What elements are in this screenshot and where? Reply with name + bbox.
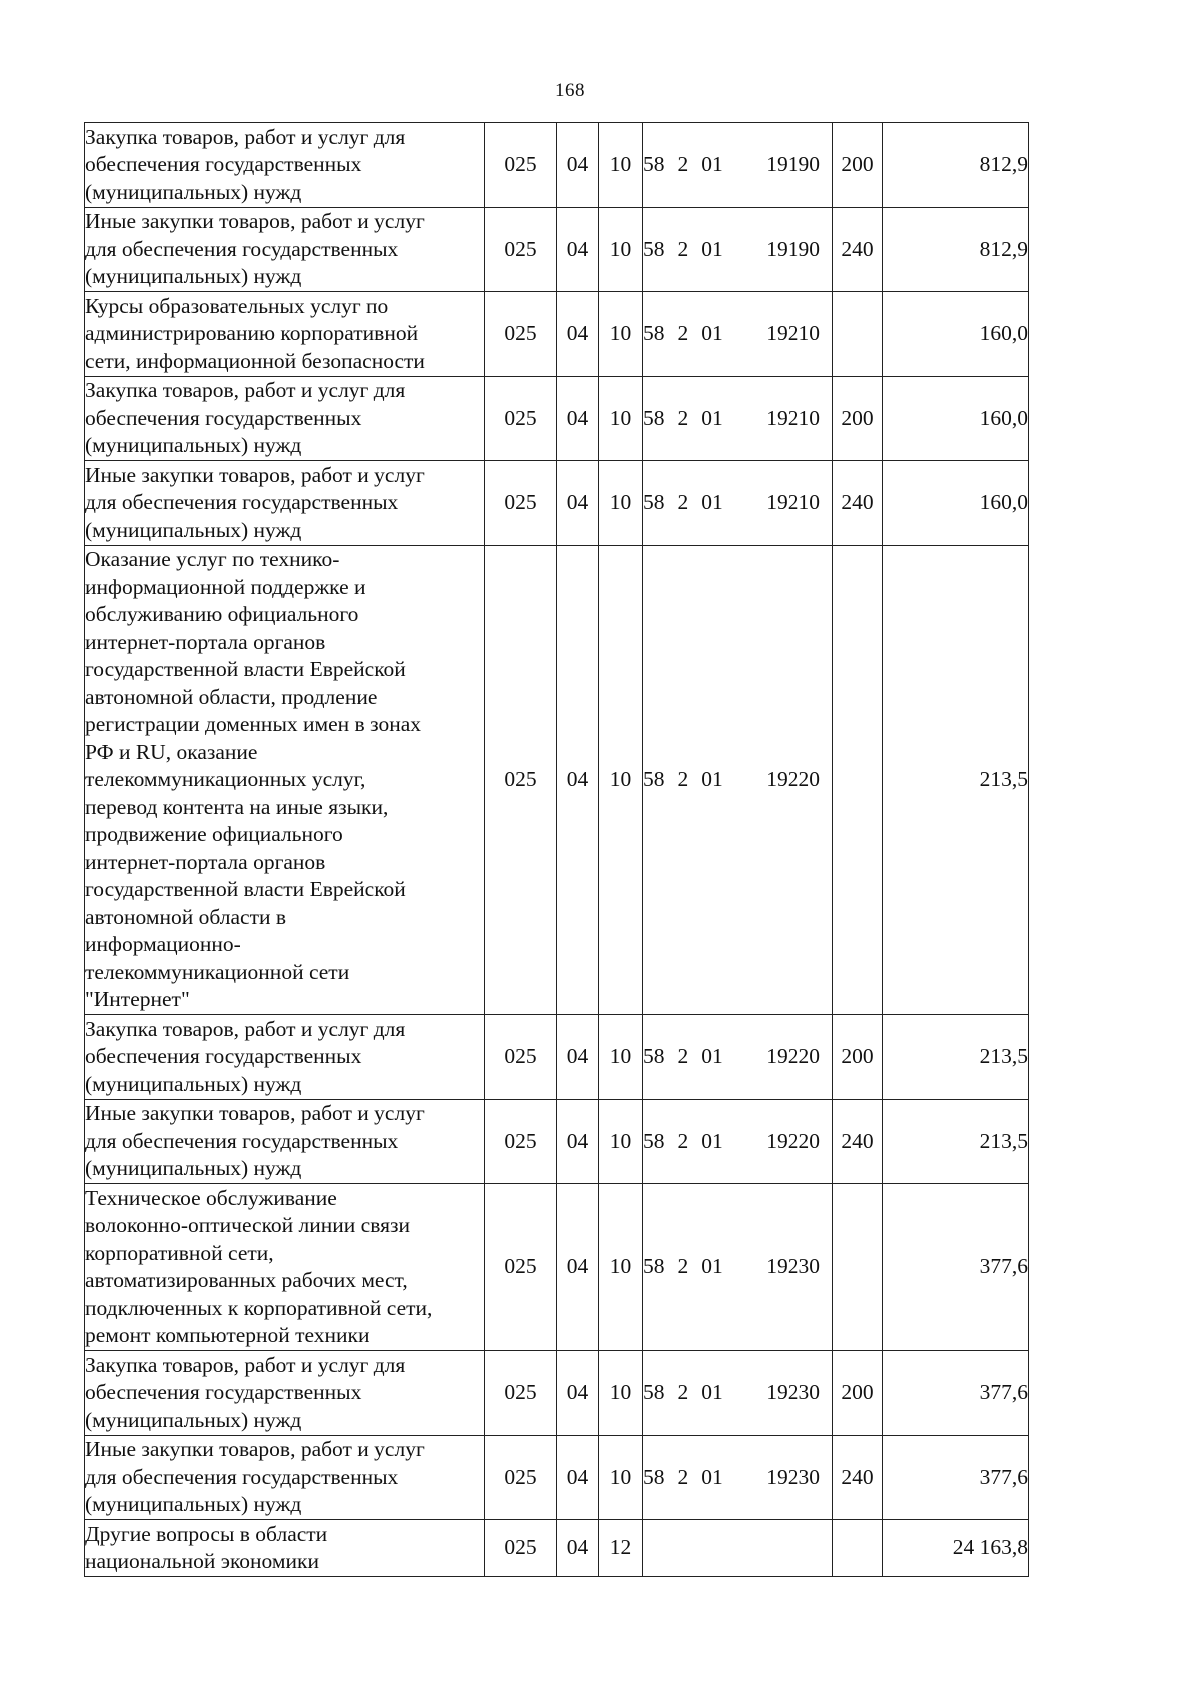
target-article-part: 2 — [677, 321, 689, 345]
section-code-cell: 04 — [557, 1435, 599, 1520]
target-article-part: 58 — [643, 1464, 665, 1489]
target-article-code — [643, 489, 832, 517]
section-code-cell: 04 — [557, 123, 599, 208]
target-article-cell — [643, 292, 833, 377]
target-article-part: 2 — [677, 1254, 689, 1279]
target-article-part: 2 — [677, 1044, 689, 1068]
ministry-code-cell: 025 — [485, 1520, 557, 1577]
target-article-code — [643, 766, 832, 794]
expense-name-line: (муниципальных) нужд — [85, 1156, 302, 1180]
expense-name-line: администрированию корпоративной — [85, 321, 419, 345]
ministry-code-cell: 025 — [485, 207, 557, 292]
target-article-part: 2 — [677, 767, 689, 791]
expense-name-line: Закупка товаров, работ и услуг для — [85, 124, 406, 149]
expense-name-line: "Интернет" — [85, 987, 190, 1011]
section-code-cell: 04 — [557, 292, 599, 377]
target-article-part: 58 — [643, 236, 665, 261]
ministry-code-cell: 025 — [485, 123, 557, 208]
section-code-cell: 04 — [557, 1184, 599, 1351]
target-article-number: 19210 — [766, 321, 820, 345]
target-article-code — [643, 151, 832, 179]
ministry-code-cell: 025 — [485, 1015, 557, 1100]
ministry-code-cell: 025 — [485, 461, 557, 546]
table-row — [85, 1351, 1029, 1436]
expense-name-line: Техническое обслуживание — [85, 1185, 337, 1210]
expense-name-line: Иные закупки товаров, работ и услуг — [85, 462, 425, 487]
target-article-part: 58 — [643, 1044, 665, 1068]
expense-name-line: телекоммуникационной сети — [85, 959, 350, 984]
target-article-part: 2 — [677, 1128, 689, 1153]
target-article-code — [643, 320, 832, 348]
target-article-part: 01 — [701, 1464, 723, 1489]
expense-name-line: подключенных к корпоративной сети, — [85, 1295, 433, 1320]
expense-name-line: Иные закупки товаров, работ и услуг — [85, 1437, 425, 1461]
expense-name-line: (муниципальных) нужд — [85, 517, 302, 542]
expense-name-line: национальной экономики — [85, 1549, 319, 1573]
target-article-code — [643, 236, 832, 264]
expense-name-line: обеспечения государственных — [85, 152, 362, 176]
expense-type-cell: 200 — [833, 1015, 883, 1100]
expense-name-line: перевод контента на иные языки, — [85, 794, 389, 819]
expense-name-line: обеспечения государственных — [85, 405, 362, 430]
expense-name-cell — [85, 1351, 485, 1436]
expense-name-cell — [85, 207, 485, 292]
expense-name-line: Иные закупки товаров, работ и услуг — [85, 209, 425, 233]
expense-name-cell — [85, 1184, 485, 1351]
expense-type-cell — [833, 1184, 883, 1351]
target-article-cell — [643, 1520, 833, 1577]
target-article-number: 19230 — [766, 1464, 820, 1489]
expense-name-line: Оказание услуг по технико- — [85, 547, 340, 571]
expense-name-line: Закупка товаров, работ и услуг для — [85, 378, 406, 402]
expense-name-line: автономной области в — [85, 904, 287, 929]
expense-name-line: (муниципальных) нужд — [85, 1492, 302, 1516]
subsection-code-cell: 10 — [599, 1015, 643, 1100]
target-article-part: 58 — [643, 767, 665, 791]
target-article-part: 58 — [643, 321, 665, 345]
amount-cell: 160,0 — [883, 376, 1029, 461]
amount-cell: 377,6 — [883, 1351, 1029, 1436]
target-article-cell — [643, 1184, 833, 1351]
subsection-code-cell: 10 — [599, 207, 643, 292]
target-article-part: 01 — [701, 321, 723, 345]
target-article-cell — [643, 376, 833, 461]
target-article-number: 19220 — [766, 1044, 820, 1068]
expense-name-line: информационной поддержке и — [85, 574, 366, 599]
amount-cell: 160,0 — [883, 461, 1029, 546]
expense-type-cell: 200 — [833, 376, 883, 461]
expense-name-cell — [85, 123, 485, 208]
section-code-cell: 04 — [557, 207, 599, 292]
target-article-part: 2 — [677, 405, 689, 430]
target-article-part: 58 — [643, 405, 665, 430]
section-code-cell: 04 — [557, 545, 599, 1015]
expense-name-line: обслуживанию официального — [85, 602, 359, 626]
target-article-cell — [643, 1351, 833, 1436]
expense-type-cell: 200 — [833, 123, 883, 208]
target-article-cell — [643, 1099, 833, 1184]
target-article-number: 19220 — [766, 767, 820, 791]
expense-name-line: для обеспечения государственных — [85, 1464, 399, 1489]
expense-name-line: государственной власти Еврейской — [85, 877, 406, 901]
target-article-part: 58 — [643, 1254, 665, 1279]
ministry-code-cell: 025 — [485, 1099, 557, 1184]
subsection-code-cell: 10 — [599, 292, 643, 377]
expense-name-line: (муниципальных) нужд — [85, 433, 302, 457]
target-article-part: 58 — [643, 490, 665, 514]
expense-name-cell — [85, 1435, 485, 1520]
expense-name-line: для обеспечения государственных — [85, 236, 399, 261]
target-article-code — [643, 1128, 832, 1156]
target-article-prefix — [643, 766, 723, 794]
expense-name-line: автономной области, продление — [85, 684, 378, 709]
expense-type-cell: 240 — [833, 1435, 883, 1520]
target-article-prefix — [643, 489, 723, 517]
section-code-cell: 04 — [557, 1351, 599, 1436]
expense-type-cell — [833, 545, 883, 1015]
table-row — [85, 1520, 1029, 1577]
expense-name-cell — [85, 461, 485, 546]
expense-name-line: обеспечения государственных — [85, 1380, 362, 1404]
table-row — [85, 292, 1029, 377]
target-article-cell — [643, 123, 833, 208]
target-article-part: 01 — [701, 1254, 723, 1279]
table-row — [85, 1184, 1029, 1351]
target-article-prefix — [643, 1253, 723, 1281]
expense-name-cell — [85, 1520, 485, 1577]
target-article-cell — [643, 545, 833, 1015]
target-article-part: 2 — [677, 1464, 689, 1489]
target-article-prefix — [643, 1043, 723, 1071]
expense-name-line: (муниципальных) нужд — [85, 1071, 302, 1096]
target-article-part: 01 — [701, 236, 723, 261]
section-code-cell: 04 — [557, 1015, 599, 1100]
expense-name-line: телекоммуникационных услуг, — [85, 767, 366, 791]
target-article-prefix — [643, 1379, 723, 1407]
target-article-prefix — [643, 236, 723, 264]
expense-type-cell — [833, 292, 883, 377]
table-row — [85, 461, 1029, 546]
target-article-prefix — [643, 151, 723, 179]
amount-cell: 377,6 — [883, 1435, 1029, 1520]
ministry-code-cell: 025 — [485, 292, 557, 377]
expense-type-cell: 240 — [833, 461, 883, 546]
target-article-number: 19230 — [766, 1380, 820, 1404]
target-article-part: 01 — [701, 767, 723, 791]
expense-name-line: регистрации доменных имен в зонах — [85, 712, 421, 736]
expense-name-line: ремонт компьютерной техники — [85, 1323, 370, 1347]
expense-name-cell — [85, 1015, 485, 1100]
target-article-part: 2 — [677, 490, 689, 514]
target-article-number: 19190 — [766, 236, 820, 261]
target-article-part: 01 — [701, 1128, 723, 1153]
target-article-part: 01 — [701, 1380, 723, 1404]
target-article-number: 19220 — [766, 1128, 820, 1153]
table-row — [85, 1435, 1029, 1520]
subsection-code-cell: 10 — [599, 376, 643, 461]
target-article-number: 19190 — [766, 152, 820, 176]
table-body — [85, 123, 1029, 1577]
expense-name-line: Курсы образовательных услуг по — [85, 293, 389, 318]
target-article-number: 19230 — [766, 1254, 820, 1279]
target-article-prefix — [643, 320, 723, 348]
target-article-part: 01 — [701, 490, 723, 514]
target-article-code — [643, 1253, 832, 1281]
target-article-number: 19210 — [766, 405, 820, 430]
table-row — [85, 376, 1029, 461]
target-article-prefix — [643, 1464, 723, 1492]
table-row — [85, 207, 1029, 292]
expense-name-line: Другие вопросы в области — [85, 1521, 328, 1546]
expense-type-cell: 240 — [833, 1099, 883, 1184]
expense-name-cell — [85, 292, 485, 377]
expense-name-line: для обеспечения государственных — [85, 1128, 399, 1153]
table-row — [85, 1099, 1029, 1184]
expense-name-line: интернет-портала органов — [85, 629, 326, 654]
expense-name-line: (муниципальных) нужд — [85, 264, 302, 288]
expense-name-line: продвижение официального — [85, 822, 343, 846]
section-code-cell: 04 — [557, 376, 599, 461]
budget-table — [84, 122, 1029, 1577]
expense-name-line: волоконно-оптической линии связи — [85, 1213, 410, 1237]
ministry-code-cell: 025 — [485, 545, 557, 1015]
subsection-code-cell: 10 — [599, 545, 643, 1015]
target-article-cell — [643, 461, 833, 546]
target-article-code — [643, 1043, 832, 1071]
target-article-prefix — [643, 405, 723, 433]
target-article-code — [643, 405, 832, 433]
subsection-code-cell: 12 — [599, 1520, 643, 1577]
section-code-cell: 04 — [557, 1520, 599, 1577]
amount-cell: 812,9 — [883, 207, 1029, 292]
table-row — [85, 545, 1029, 1015]
expense-name-line: РФ и RU, оказание — [85, 739, 258, 764]
amount-cell: 24 163,8 — [883, 1520, 1029, 1577]
amount-cell: 160,0 — [883, 292, 1029, 377]
amount-cell: 812,9 — [883, 123, 1029, 208]
page-number: 168 — [555, 80, 585, 101]
target-article-cell — [643, 1435, 833, 1520]
ministry-code-cell: 025 — [485, 1351, 557, 1436]
target-article-code — [643, 1379, 832, 1407]
expense-name-cell — [85, 376, 485, 461]
expense-type-cell: 200 — [833, 1351, 883, 1436]
target-article-number: 19210 — [766, 490, 820, 514]
target-article-part: 58 — [643, 152, 665, 176]
target-article-cell — [643, 207, 833, 292]
amount-cell: 213,5 — [883, 545, 1029, 1015]
expense-name-line: для обеспечения государственных — [85, 490, 399, 514]
subsection-code-cell: 10 — [599, 123, 643, 208]
target-article-cell — [643, 1015, 833, 1100]
ministry-code-cell: 025 — [485, 1184, 557, 1351]
expense-name-line: Закупка товаров, работ и услуг для — [85, 1016, 406, 1041]
expense-type-cell: 240 — [833, 207, 883, 292]
expense-name-line: интернет-портала органов — [85, 849, 326, 874]
ministry-code-cell: 025 — [485, 1435, 557, 1520]
expense-name-line: сети, информационной безопасности — [85, 348, 425, 373]
table-row — [85, 123, 1029, 208]
target-article-part: 01 — [701, 405, 723, 430]
expense-type-cell — [833, 1520, 883, 1577]
expense-name-line: государственной власти Еврейской — [85, 657, 406, 681]
target-article-part: 58 — [643, 1380, 665, 1404]
subsection-code-cell: 10 — [599, 461, 643, 546]
table-row — [85, 1015, 1029, 1100]
expense-name-cell — [85, 545, 485, 1015]
expense-name-line: (муниципальных) нужд — [85, 1407, 302, 1432]
subsection-code-cell: 10 — [599, 1351, 643, 1436]
expense-name-line: обеспечения государственных — [85, 1044, 362, 1068]
target-article-part: 01 — [701, 1044, 723, 1068]
target-article-prefix — [643, 1128, 723, 1156]
target-article-part: 2 — [677, 1380, 689, 1404]
target-article-part: 2 — [677, 152, 689, 176]
expense-name-line: информационно- — [85, 932, 241, 956]
ministry-code-cell: 025 — [485, 376, 557, 461]
section-code-cell: 04 — [557, 461, 599, 546]
target-article-part: 01 — [701, 152, 723, 176]
expense-name-line: автоматизированных рабочих мест, — [85, 1268, 408, 1292]
target-article-code — [643, 1464, 832, 1492]
target-article-part: 58 — [643, 1128, 665, 1153]
expense-name-line: Закупка товаров, работ и услуг для — [85, 1352, 406, 1377]
expense-name-line: Иные закупки товаров, работ и услуг — [85, 1101, 425, 1125]
subsection-code-cell: 10 — [599, 1184, 643, 1351]
expense-name-cell — [85, 1099, 485, 1184]
target-article-part: 2 — [677, 236, 689, 261]
subsection-code-cell: 10 — [599, 1435, 643, 1520]
amount-cell: 213,5 — [883, 1015, 1029, 1100]
section-code-cell: 04 — [557, 1099, 599, 1184]
amount-cell: 377,6 — [883, 1184, 1029, 1351]
subsection-code-cell: 10 — [599, 1099, 643, 1184]
expense-name-line: (муниципальных) нужд — [85, 179, 302, 204]
expense-name-line: корпоративной сети, — [85, 1240, 274, 1265]
amount-cell: 213,5 — [883, 1099, 1029, 1184]
